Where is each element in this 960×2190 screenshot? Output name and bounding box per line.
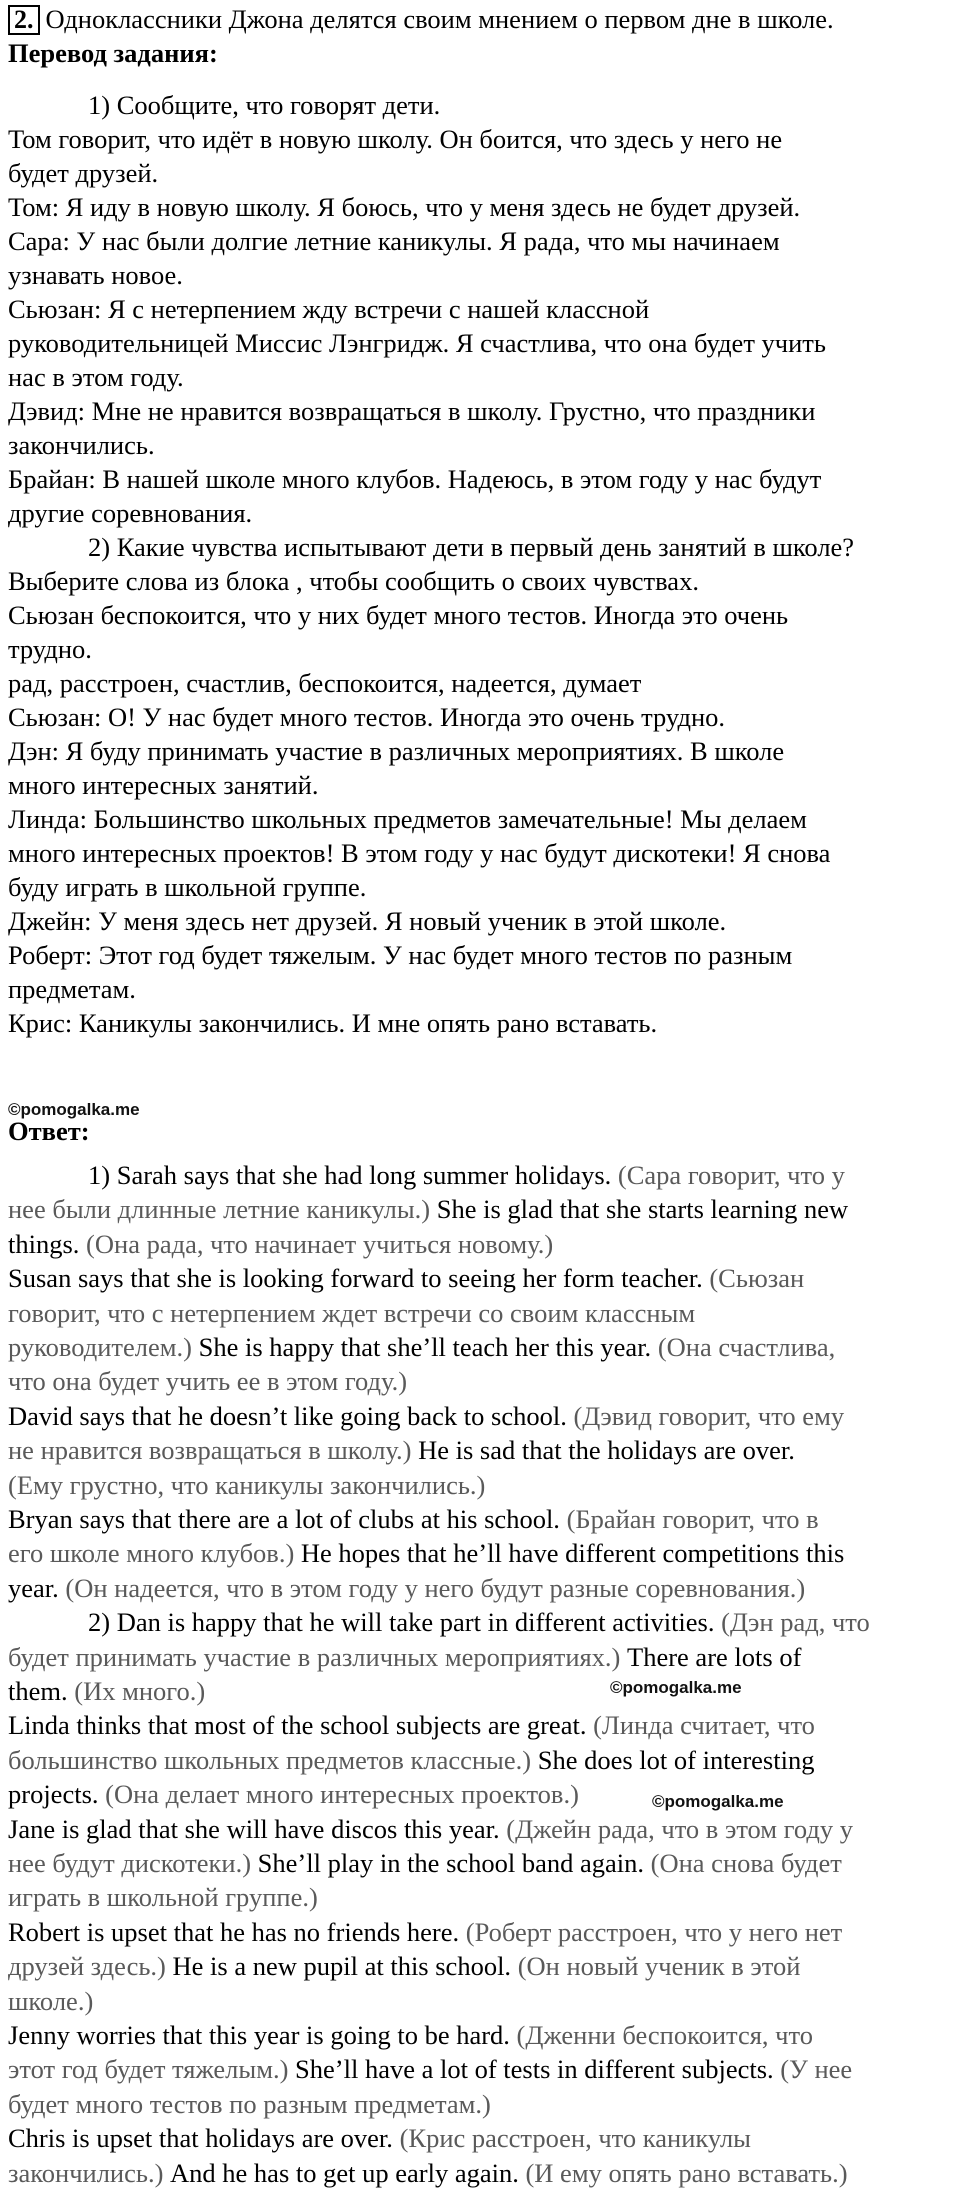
translation-line: Том говорит, что идёт в новую школу. Он боится, что здесь у него не: [8, 124, 783, 154]
russian-translation-text: этот год будет тяжелым.): [8, 2054, 296, 2085]
answer-line: [8, 2156, 954, 2190]
english-answer-text: Bryan says that there are a lot of clubs at his school.: [8, 1504, 567, 1534]
russian-translation-text: (Сьюзан: [709, 1263, 805, 1294]
translation-line: нас в этом году.: [8, 362, 184, 392]
english-answer-text: Robert is upset that he has no friends here.: [8, 1916, 466, 1947]
answer-line: [8, 2052, 954, 2086]
translation-line: Линда: Большинство школьных предметов замечательные! Мы делаем: [8, 804, 807, 834]
russian-translation-text: школе.): [8, 1985, 94, 2016]
task-header: [8, 2, 954, 36]
english-answer-text: He is sad that the holidays are over.: [418, 1435, 795, 1466]
translation-line: много интересных занятий.: [8, 770, 319, 800]
answer-line: [8, 1399, 954, 1433]
russian-translation-text: (Она снова будет: [650, 1848, 842, 1878]
translation-line: рад, расстроен, счастлив, беспокоится, надеется, думает: [8, 668, 642, 698]
translation-line: другие соревнования.: [8, 498, 253, 528]
russian-translation-text: (Она рада, что начинает учиться новому.): [86, 1228, 554, 1259]
translation-line: Джейн: У меня здесь нет друзей. Я новый ученик в этой школе.: [8, 906, 727, 936]
answer-line: [88, 1605, 954, 1639]
translation-line: Роберт: Этот год будет тяжелым. У нас будет много тестов по разным: [8, 940, 793, 970]
english-answer-text: year.: [8, 1572, 66, 1603]
russian-translation-text: закончились.): [8, 2157, 171, 2188]
translation-line: Крис: Каникулы закончились. И мне опять рано вставать.: [8, 1008, 658, 1038]
translation-line: будет друзей.: [8, 158, 159, 188]
translation-line: узнавать новое.: [8, 260, 183, 290]
russian-translation-text: (Брайан говорит, что в: [566, 1504, 819, 1534]
russian-translation-text: (Она делает много интересных проектов.): [105, 1779, 579, 1810]
answer-line: [8, 1571, 954, 1605]
answer-line: [8, 1192, 954, 1226]
translation-line: трудно.: [8, 634, 92, 664]
english-answer-text: 2) Dan is happy that he will take part in different activities.: [88, 1607, 722, 1638]
translation-line: Сьюзан: Я с нетерпением жду встречи с нашей классной: [8, 294, 650, 324]
russian-translation-text: играть в школьной группе.): [8, 1882, 318, 1913]
english-answer-text: He hopes that he’ll have different competitions this: [300, 1538, 845, 1569]
russian-translation-text: будет много тестов по разным предметам.): [8, 2088, 491, 2119]
english-answer-text: Jane is glad that she will have discos this year.: [8, 1813, 507, 1844]
russian-translation-text: друзей здесь.): [8, 1951, 173, 1982]
translation-line: руководительницей Миссис Лэнгридж. Я счастлива, что она будет учить: [8, 328, 826, 358]
translation-line: Сара: У нас были долгие летние каникулы. Я рада, что мы начинаем: [8, 226, 780, 256]
translation-line: 1) Сообщите, что говорят дети.: [88, 90, 441, 120]
answer-line: [8, 1330, 954, 1364]
answer-line: [8, 1743, 954, 1777]
translation-line: Дэн: Я буду принимать участие в различных мероприятиях. В школе: [8, 736, 785, 766]
english-answer-text: 1) Sarah says that she had long summer holidays.: [88, 1160, 618, 1190]
translation-line: предметам.: [8, 974, 136, 1004]
watermark: ©pomogalka.me: [610, 1678, 742, 1697]
russian-translation-text: (У нее: [780, 2054, 853, 2085]
english-answer-text: David says that he doesn’t like going back to school.: [8, 1400, 574, 1431]
russian-translation-text: (Она счастлива,: [657, 1332, 836, 1362]
russian-translation-text: (Джейн рада, что в этом году у: [506, 1813, 853, 1844]
translation-line: Выберите слова из блока , чтобы сообщить о своих чувствах.: [8, 566, 699, 596]
russian-translation-text: (И ему опять рано вставать.): [525, 2157, 848, 2188]
translation-heading: Перевод задания:: [8, 38, 218, 68]
answer-line: [8, 1536, 954, 1570]
russian-translation-text: (Их много.): [74, 1676, 206, 1706]
answer-line: [8, 1468, 954, 1502]
translation-line: Сьюзан: О! У нас будет много тестов. Иногда это очень трудно.: [8, 702, 726, 732]
russian-translation-text: будет принимать участие в различных мероприятиях.): [8, 1641, 628, 1672]
english-answer-text: Linda thinks that most of the school subjects are great.: [8, 1710, 594, 1741]
english-answer-text: Chris is upset that holidays are over.: [8, 2123, 400, 2154]
russian-translation-text: большинство школьных предметов классные.): [8, 1744, 538, 1775]
russian-translation-text: руководителем.): [8, 1332, 199, 1362]
translation-line: Дэвид: Мне не нравится возвращаться в школу. Грустно, что праздники: [8, 396, 816, 426]
translation-line: много интересных проектов! В этом году у нас будут дискотеки! Я снова: [8, 838, 831, 868]
task-title: Одноклассники Джона делятся своим мнением о первом дне в школе.: [45, 4, 834, 34]
watermark: ©pomogalka.me: [8, 1100, 140, 1119]
russian-translation-text: не нравится возвращаться в школу.): [8, 1435, 419, 1466]
answer-line: [8, 1502, 954, 1536]
answer-line: [88, 1158, 954, 1192]
english-answer-text: And he has to get up early again.: [170, 2157, 526, 2188]
english-answer-text: Jenny worries that this year is going to be hard.: [8, 2020, 517, 2050]
answer-line: [8, 2087, 954, 2121]
russian-translation-text: нее были длинные летние каникулы.): [8, 1194, 437, 1225]
english-answer-text: She’ll have a lot of tests in different subjects.: [295, 2054, 781, 2085]
answer-line: [8, 2018, 954, 2052]
english-answer-text: He is a new pupil at this school.: [172, 1951, 518, 1982]
russian-translation-text: (Он надеется, что в этом году у него будут разные соревнования.): [65, 1572, 806, 1603]
russian-translation-text: (Роберт расстроен, что у него нет: [465, 1916, 843, 1947]
watermark: ©pomogalka.me: [652, 1792, 784, 1811]
task-number: 2.: [8, 5, 40, 35]
english-answer-text: She is glad that she starts learning new: [436, 1194, 849, 1225]
english-answer-text: She does lot of interesting: [537, 1744, 815, 1775]
answer-line: [8, 1846, 954, 1880]
translation-line: Сьюзан беспокоится, что у них будет много тестов. Иногда это очень: [8, 600, 789, 630]
answer-line: [8, 1915, 954, 1949]
answer-line: [8, 1880, 954, 1914]
answer-line: [8, 1984, 954, 2018]
russian-translation-text: (Дженни беспокоится, что: [516, 2020, 813, 2050]
russian-translation-text: говорит, что с нетерпением ждет встречи со своим классным: [8, 1297, 696, 1328]
answer-line: [8, 1433, 954, 1467]
translation-line: 2) Какие чувства испытывают дети в первый день занятий в школе?: [88, 532, 855, 562]
answer-heading: Ответ:: [8, 1116, 90, 1146]
russian-translation-text: (Линда считает, что: [593, 1710, 815, 1741]
russian-translation-text: (Крис расстроен, что каникулы: [399, 2123, 751, 2154]
english-answer-text: There are lots of: [627, 1641, 802, 1672]
answer-line: [8, 1296, 954, 1330]
russian-translation-text: нее будут дискотеки.): [8, 1848, 258, 1878]
answer-line: [8, 1777, 954, 1811]
russian-translation-text: его школе много клубов.): [8, 1538, 301, 1569]
russian-translation-text: (Дэвид говорит, что ему: [573, 1400, 845, 1431]
translation-line: закончились.: [8, 430, 155, 460]
answer-line: [8, 1949, 954, 1983]
english-answer-text: She is happy that she’ll teach her this year.: [198, 1332, 658, 1362]
answer-line: [8, 1812, 954, 1846]
russian-translation-text: (Он новый ученик в этой: [517, 1951, 801, 1982]
answer-line: [8, 1640, 954, 1674]
russian-translation-text: (Ему грустно, что каникулы закончились.): [8, 1469, 486, 1500]
russian-translation-text: (Дэн рад, что: [721, 1607, 870, 1638]
english-answer-text: projects.: [8, 1779, 106, 1810]
answer-line: [8, 2121, 954, 2155]
english-answer-text: things.: [8, 1228, 87, 1259]
russian-translation-text: (Сара говорит, что у: [617, 1160, 845, 1190]
answer-line: [8, 1674, 954, 1708]
translation-line: буду играть в школьной группе.: [8, 872, 367, 902]
english-answer-text: She’ll play in the school band again.: [257, 1848, 651, 1878]
answer-line: [8, 1261, 954, 1295]
answer-line: [8, 1364, 954, 1398]
russian-translation-text: что она будет учить ее в этом году.): [8, 1366, 408, 1397]
answer-line: [8, 1227, 954, 1261]
english-answer-text: them.: [8, 1676, 75, 1706]
english-answer-text: Susan says that she is looking forward to seeing her form teacher.: [8, 1263, 710, 1294]
translation-line: Том: Я иду в новую школу. Я боюсь, что у меня здесь не будет друзей.: [8, 192, 801, 222]
answer-line: [8, 1708, 954, 1742]
translation-line: Брайан: В нашей школе много клубов. Надеюсь, в этом году у нас будут: [8, 464, 822, 494]
